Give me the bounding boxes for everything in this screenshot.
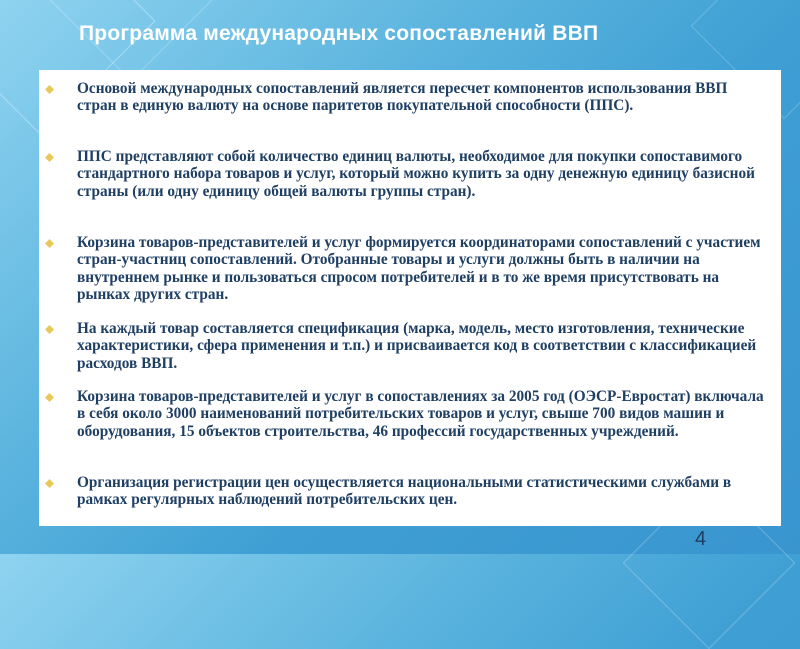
- bullet-text: Организация регистрации цен осуществляется национальными статистическими службами в рамках регулярных наблюдений потребительских цен.: [77, 474, 732, 509]
- page-number: 4: [695, 528, 707, 550]
- diamond-bullet-icon: [45, 393, 54, 402]
- diamond-bullet-icon: [45, 85, 54, 94]
- bullet-text: На каждый товар составляется спецификация (марка, модель, место изготовления, технические характеристики, сфера применения и т.п.) и присваивается код в соответствии с классификацией расходов ВВП.: [77, 320, 757, 372]
- slide-title: Программа международных сопоставлений ВВП: [79, 22, 599, 45]
- bullet-text: Основой международных сопоставлений является пересчет компонентов использования ВВП стран в единую валюту на основе паритетов покупательной способности (ППС).: [77, 80, 728, 115]
- bullet-text: Корзина товаров-представителей и услуг в сопоставлениях за 2005 год (ОЭСР-Евростат) включала в себя около 3000 наименований потребительских товаров и услуг, свыше 700 видов машин и оборудования, 15 объектов строительства, 46 профессий государственных учреждений.: [77, 388, 764, 440]
- diamond-bullet-icon: [45, 239, 54, 248]
- bullet-text: Корзина товаров-представителей и услуг формируется координаторами сопоставлений с участием стран-участниц сопоставлений. Отобранные товары и услуги должны быть в наличии на внутреннем рынке и пользоваться спросом потребителей и в то же время присутствовать на рынках других стран.: [77, 234, 761, 304]
- diamond-bullet-icon: [45, 325, 54, 334]
- bullet-text: ППС представляют собой количество единиц валюты, необходимое для покупки сопоставимого стандартного набора товаров и услуг, который можно купить за одну денежную единицу базисной страны (или одну единицу общей валюты группы стран).: [77, 148, 755, 200]
- diamond-bullet-icon: [45, 153, 54, 162]
- diamond-bullet-icon: [45, 479, 54, 488]
- content-panel: [39, 70, 781, 526]
